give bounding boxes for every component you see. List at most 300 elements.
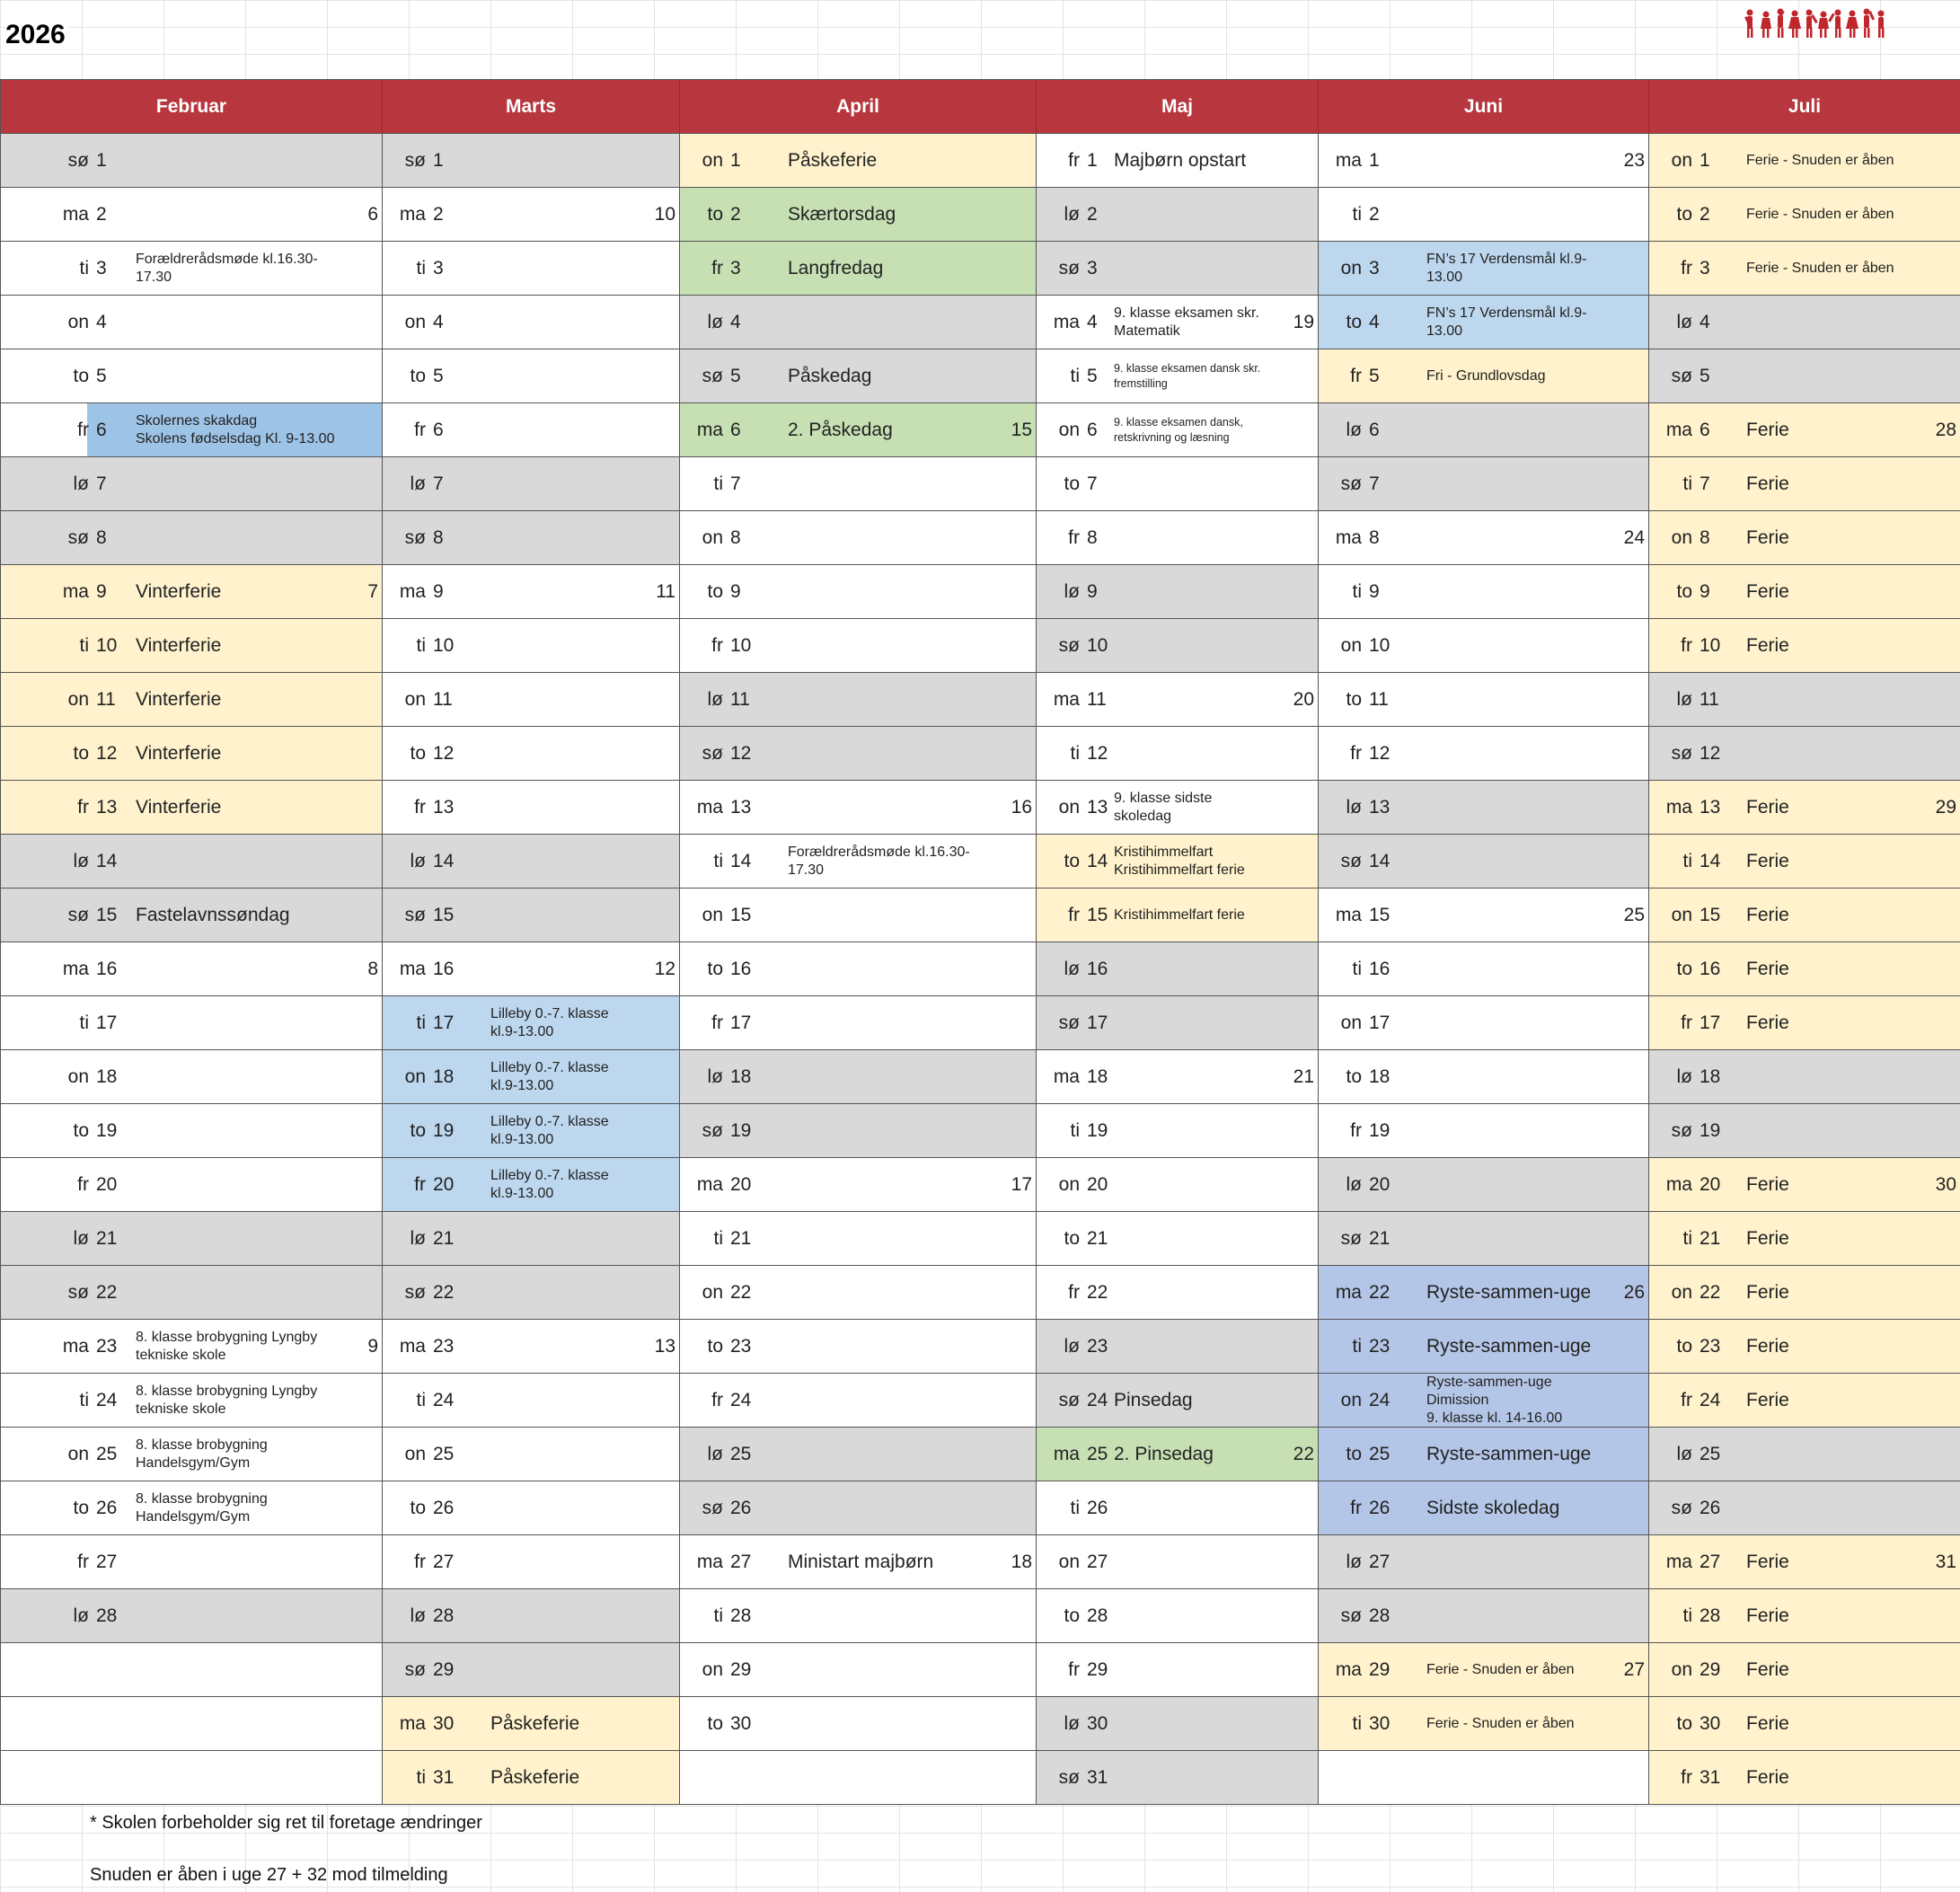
day-number: 20 (1700, 1173, 1721, 1195)
day-label (691, 889, 757, 942)
event-text: 9. klasse eksamen dansk skr. fremstilling (1114, 362, 1261, 390)
day-number: 20 (1087, 1173, 1108, 1195)
day-cell (680, 296, 1037, 349)
week-number: 31 (1935, 1551, 1956, 1572)
day-label (393, 1589, 460, 1642)
day-number: 11 (433, 688, 453, 710)
weekday: ma (1335, 904, 1362, 925)
weekday: on (702, 1658, 723, 1680)
day-number: 24 (96, 1389, 118, 1410)
day-number: 27 (1087, 1551, 1108, 1572)
day-label (1660, 1751, 1726, 1804)
weekday: lø (1346, 1173, 1362, 1195)
day-cell (1, 349, 383, 403)
event-text: 9. klasse eksamen dansk, retskrivning og læsning (1114, 416, 1243, 444)
weekday: fr (711, 634, 723, 656)
weekday: lø (410, 1227, 426, 1249)
day-cell (1, 565, 383, 619)
weekday: fr (1350, 365, 1362, 386)
weekday: on (404, 311, 426, 332)
day-cell (1, 403, 383, 457)
weekday: sø (1671, 1119, 1692, 1141)
day-number: 3 (1700, 257, 1710, 278)
day-cell (1037, 457, 1319, 511)
day-label (57, 403, 123, 456)
weekday: ti (416, 1766, 426, 1788)
day-number: 2 (1087, 203, 1098, 225)
weekday: fr (77, 796, 89, 818)
day-number: 13 (96, 796, 118, 818)
day-number: 27 (433, 1551, 455, 1572)
day-number: 27 (1369, 1551, 1391, 1572)
weekday: to (410, 742, 426, 764)
day-number: 13 (1369, 796, 1391, 818)
event-text: Majbørn opstart (1114, 150, 1247, 171)
day-label (691, 1589, 757, 1642)
weekday: ti (416, 1389, 426, 1410)
day-number: 31 (1087, 1766, 1108, 1788)
day-label (1329, 619, 1396, 672)
day-number: 30 (1369, 1712, 1391, 1734)
day-label (691, 511, 757, 564)
day-label (57, 1428, 123, 1481)
day-label (1047, 1535, 1114, 1588)
event-text: FN’s 17 Verdensmål kl.9-13.00 (1426, 251, 1587, 285)
weekday: ma (1665, 796, 1692, 818)
day-cell (1319, 1266, 1649, 1320)
event-text: Vinterferie (136, 581, 222, 602)
weekday: fr (1681, 1766, 1692, 1788)
day-label (57, 1481, 123, 1534)
weekday: ma (696, 1173, 723, 1195)
day-number: 13 (433, 796, 455, 818)
day-number: 12 (96, 742, 118, 764)
weekday: ti (1352, 203, 1362, 225)
weekday: sø (1671, 365, 1692, 386)
day-number: 23 (96, 1335, 118, 1357)
day-label (1329, 889, 1396, 942)
day-cell (383, 1104, 680, 1158)
day-number: 15 (1369, 904, 1391, 925)
weekday: ti (79, 1012, 89, 1033)
day-label (1329, 1320, 1396, 1373)
day-cell (1649, 1643, 1960, 1697)
day-cell (1, 1266, 383, 1320)
day-number: 26 (433, 1497, 455, 1518)
day-number: 10 (1369, 634, 1391, 656)
day-number: 15 (1087, 904, 1108, 925)
day-label (393, 781, 460, 834)
day-cell (1649, 727, 1960, 781)
weekday: sø (702, 742, 723, 764)
day-label (1329, 1428, 1396, 1481)
week-number: 8 (367, 958, 378, 979)
day-number: 15 (96, 904, 118, 925)
day-cell (680, 1535, 1037, 1589)
day-label (393, 1050, 460, 1103)
day-cell (383, 188, 680, 242)
day-label (691, 996, 757, 1049)
day-cell (680, 996, 1037, 1050)
day-number: 28 (1700, 1605, 1721, 1626)
day-label (1329, 1212, 1396, 1265)
weekday: to (410, 365, 426, 386)
weekday: ma (696, 1551, 723, 1572)
day-label (1047, 349, 1114, 402)
day-cell (383, 619, 680, 673)
day-number: 22 (1369, 1281, 1391, 1303)
event-text: Sidste skoledag (1426, 1498, 1560, 1518)
day-label (1047, 619, 1114, 672)
weekday: fr (1068, 526, 1080, 548)
day-label (691, 619, 757, 672)
weekday: ma (1053, 1443, 1080, 1464)
weekday: sø (1671, 1497, 1692, 1518)
month-header-5: Juli (1649, 80, 1960, 134)
day-label (393, 996, 460, 1049)
weekday: fr (1350, 1497, 1362, 1518)
event-text: 8. klasse brobygning Lyngby tekniske skole (136, 1383, 318, 1417)
week-number: 17 (1011, 1173, 1032, 1195)
weekday: ma (1053, 311, 1080, 332)
day-label (1047, 403, 1114, 456)
day-cell (383, 1697, 680, 1751)
day-label (393, 457, 460, 510)
day-number: 26 (1369, 1497, 1391, 1518)
weekday: ti (1070, 742, 1080, 764)
day-cell (680, 1643, 1037, 1697)
day-label (393, 1212, 460, 1265)
day-label (57, 1158, 123, 1211)
day-label (691, 835, 757, 888)
day-cell (1649, 1104, 1960, 1158)
day-number: 21 (730, 1227, 752, 1249)
event-text: Ferie (1746, 851, 1789, 871)
weekday: ma (62, 1335, 89, 1357)
day-cell (1649, 619, 1960, 673)
day-number: 19 (1087, 1119, 1108, 1141)
day-number: 16 (1087, 958, 1108, 979)
day-cell (1, 1320, 383, 1374)
day-number: 11 (1087, 688, 1107, 710)
weekday: to (73, 365, 89, 386)
day-cell (680, 835, 1037, 889)
day-cell (1649, 1266, 1960, 1320)
day-label (691, 673, 757, 726)
day-label (1047, 1481, 1114, 1534)
day-label (1660, 619, 1726, 672)
day-cell (1037, 1320, 1319, 1374)
day-number: 31 (1700, 1766, 1721, 1788)
day-label (1047, 942, 1114, 995)
event-text: 8. klasse brobygning Handelsgym/Gym (136, 1490, 268, 1525)
day-number: 29 (1087, 1658, 1108, 1680)
weekday: sø (702, 1119, 723, 1141)
day-number: 1 (96, 149, 107, 171)
day-label (57, 1104, 123, 1157)
day-cell (383, 511, 680, 565)
day-cell (1319, 942, 1649, 996)
weekday: on (1058, 796, 1080, 818)
day-label (1047, 565, 1114, 618)
day-number: 5 (1369, 365, 1380, 386)
day-label (1329, 1158, 1396, 1211)
event-text: Ferie (1746, 635, 1789, 656)
weekday: on (404, 1443, 426, 1464)
day-label (691, 457, 757, 510)
weekday: ma (1665, 1173, 1692, 1195)
day-cell (1319, 1104, 1649, 1158)
day-cell (383, 996, 680, 1050)
day-cell (1319, 1589, 1649, 1643)
month-header-2: April (680, 80, 1037, 134)
day-label (393, 835, 460, 888)
weekday: lø (410, 850, 426, 871)
day-cell (1037, 296, 1319, 349)
day-label (393, 1158, 460, 1211)
day-label (691, 1212, 757, 1265)
note-snuden: Snuden er åben i uge 27 + 32 mod tilmelding (90, 1865, 448, 1885)
weekday: ma (1335, 526, 1362, 548)
day-cell (680, 781, 1037, 835)
event-text: Vinterferie (136, 635, 222, 656)
day-cell (1037, 619, 1319, 673)
weekday: lø (707, 311, 723, 332)
day-number: 3 (96, 257, 107, 278)
event-text: Fastelavnssøndag (136, 905, 290, 925)
weekday: fr (77, 1173, 89, 1195)
day-label (691, 134, 757, 187)
day-cell (383, 1535, 680, 1589)
day-cell (1649, 1481, 1960, 1535)
day-label (393, 296, 460, 349)
weekday: fr (1068, 1658, 1080, 1680)
weekday: lø (1064, 1335, 1080, 1357)
day-label (1660, 996, 1726, 1049)
weekday: fr (1350, 1119, 1362, 1141)
weekday: sø (1340, 473, 1362, 494)
event-text: Ferie (1746, 1174, 1789, 1195)
weekday: to (410, 1497, 426, 1518)
day-cell (1649, 1697, 1960, 1751)
day-label (1660, 511, 1726, 564)
day-number: 16 (1700, 958, 1721, 979)
day-cell (1319, 188, 1649, 242)
day-number: 22 (1700, 1281, 1721, 1303)
day-number: 14 (433, 850, 455, 871)
weekday: to (707, 580, 723, 602)
day-label (1047, 134, 1114, 187)
day-cell (680, 1589, 1037, 1643)
week-number: 16 (1011, 796, 1032, 818)
day-number: 10 (730, 634, 752, 656)
weekday: ti (416, 257, 426, 278)
day-cell (383, 1481, 680, 1535)
day-cell (1, 1212, 383, 1266)
day-label (691, 1158, 757, 1211)
day-number: 13 (730, 796, 752, 818)
day-label (57, 1320, 123, 1373)
day-number: 11 (96, 688, 116, 710)
day-number: 3 (1369, 257, 1380, 278)
day-label (1329, 565, 1396, 618)
day-number: 22 (730, 1281, 752, 1303)
day-cell (1649, 942, 1960, 996)
weekday: ma (399, 1712, 426, 1734)
weekday: ma (1053, 688, 1080, 710)
day-label (1660, 727, 1726, 780)
event-text: Ryste-sammen-uge (1426, 1336, 1592, 1357)
day-label (691, 1050, 757, 1103)
day-cell (383, 403, 680, 457)
day-number: 1 (1700, 149, 1710, 171)
weekday: sø (1058, 1389, 1080, 1410)
day-cell (680, 403, 1037, 457)
day-cell (1319, 1428, 1649, 1481)
day-number: 21 (1087, 1227, 1108, 1249)
weekday: on (404, 1065, 426, 1087)
day-label (691, 403, 757, 456)
weekday: on (67, 1065, 89, 1087)
day-number: 26 (96, 1497, 118, 1518)
day-label (1329, 1266, 1396, 1319)
day-number: 6 (1369, 419, 1380, 440)
weekday: lø (1346, 796, 1362, 818)
day-label (1329, 1697, 1396, 1750)
day-number: 7 (1700, 473, 1710, 494)
day-number: 29 (1700, 1658, 1721, 1680)
weekday: ti (1352, 580, 1362, 602)
weekday: ti (1070, 365, 1080, 386)
day-cell (1037, 889, 1319, 942)
weekday: lø (1346, 1551, 1362, 1572)
day-cell (383, 1589, 680, 1643)
day-cell (1, 1374, 383, 1428)
day-number: 12 (1700, 742, 1721, 764)
event-text: 2. Påskedag (788, 420, 893, 440)
day-cell (1649, 511, 1960, 565)
day-cell (1, 781, 383, 835)
weekday: to (1676, 1335, 1692, 1357)
day-cell (1649, 1589, 1960, 1643)
week-number: 7 (367, 580, 378, 602)
weekday: on (67, 311, 89, 332)
weekday: to (1346, 688, 1362, 710)
day-label (1047, 1374, 1114, 1427)
weekday: to (410, 1119, 426, 1141)
day-cell (680, 188, 1037, 242)
day-label (691, 1266, 757, 1319)
day-number: 8 (96, 526, 107, 548)
weekday: ti (416, 634, 426, 656)
weekday: on (702, 149, 723, 171)
day-number: 19 (96, 1119, 118, 1141)
weekday: on (1671, 149, 1692, 171)
day-label (1329, 188, 1396, 241)
week-number: 18 (1011, 1551, 1032, 1572)
day-number: 17 (96, 1012, 118, 1033)
day-cell (383, 835, 680, 889)
day-label (1047, 1697, 1114, 1750)
day-number: 12 (1369, 742, 1391, 764)
day-cell (1037, 835, 1319, 889)
weekday: fr (1681, 257, 1692, 278)
day-cell (1037, 781, 1319, 835)
day-cell (1649, 996, 1960, 1050)
weekday: to (1346, 1443, 1362, 1464)
day-label (1329, 349, 1396, 402)
event-text: Ryste-sammen-uge Dimission 9. klasse kl. 14-16.00 (1426, 1374, 1563, 1426)
day-cell (1037, 134, 1319, 188)
day-cell (1319, 619, 1649, 673)
day-label (393, 134, 460, 187)
day-number: 28 (730, 1605, 752, 1626)
day-cell (1, 619, 383, 673)
day-label (1329, 835, 1396, 888)
weekday: lø (73, 850, 89, 871)
weekday: on (1340, 634, 1362, 656)
weekday: fr (1068, 904, 1080, 925)
event-text: Ferie (1746, 1336, 1789, 1357)
event-text: Ferie (1746, 527, 1789, 548)
weekday: lø (1064, 958, 1080, 979)
weekday: on (1058, 1173, 1080, 1195)
event-text: Ferie - Snuden er åben (1426, 1661, 1575, 1677)
weekday: fr (711, 257, 723, 278)
day-label (393, 673, 460, 726)
event-text: Skærtorsdag (788, 204, 896, 225)
day-number: 8 (1087, 526, 1098, 548)
day-number: 5 (730, 365, 741, 386)
day-cell (383, 1158, 680, 1212)
weekday: lø (1064, 1712, 1080, 1734)
day-label (1047, 835, 1114, 888)
day-number: 26 (1700, 1497, 1721, 1518)
weekday: fr (414, 1173, 426, 1195)
weekday: ma (399, 958, 426, 979)
day-cell (1319, 673, 1649, 727)
day-number: 27 (1700, 1551, 1721, 1572)
day-label (57, 134, 123, 187)
event-text: 9. klasse sidste skoledag (1114, 790, 1213, 824)
day-number: 5 (1087, 365, 1098, 386)
day-label (1047, 727, 1114, 780)
day-label (57, 296, 123, 349)
day-label (57, 996, 123, 1049)
day-number: 2 (433, 203, 444, 225)
weekday: on (702, 904, 723, 925)
day-label (1047, 673, 1114, 726)
weekday: lø (1346, 419, 1362, 440)
event-text: Ferie - Snuden er åben (1426, 1715, 1575, 1731)
day-cell (383, 1320, 680, 1374)
day-number: 25 (1087, 1443, 1108, 1464)
weekday: fr (77, 419, 89, 440)
day-cell (680, 1374, 1037, 1428)
weekday: lø (707, 688, 723, 710)
weekday: ma (1335, 149, 1362, 171)
week-number: 6 (367, 203, 378, 225)
day-cell (680, 889, 1037, 942)
day-cell (1, 1050, 383, 1104)
weekday: ti (79, 1389, 89, 1410)
weekday: lø (707, 1065, 723, 1087)
event-text: Pinsedag (1114, 1390, 1193, 1410)
day-cell (1, 1104, 383, 1158)
weekday: ma (696, 419, 723, 440)
day-number: 14 (96, 850, 118, 871)
day-label (1660, 1212, 1726, 1265)
